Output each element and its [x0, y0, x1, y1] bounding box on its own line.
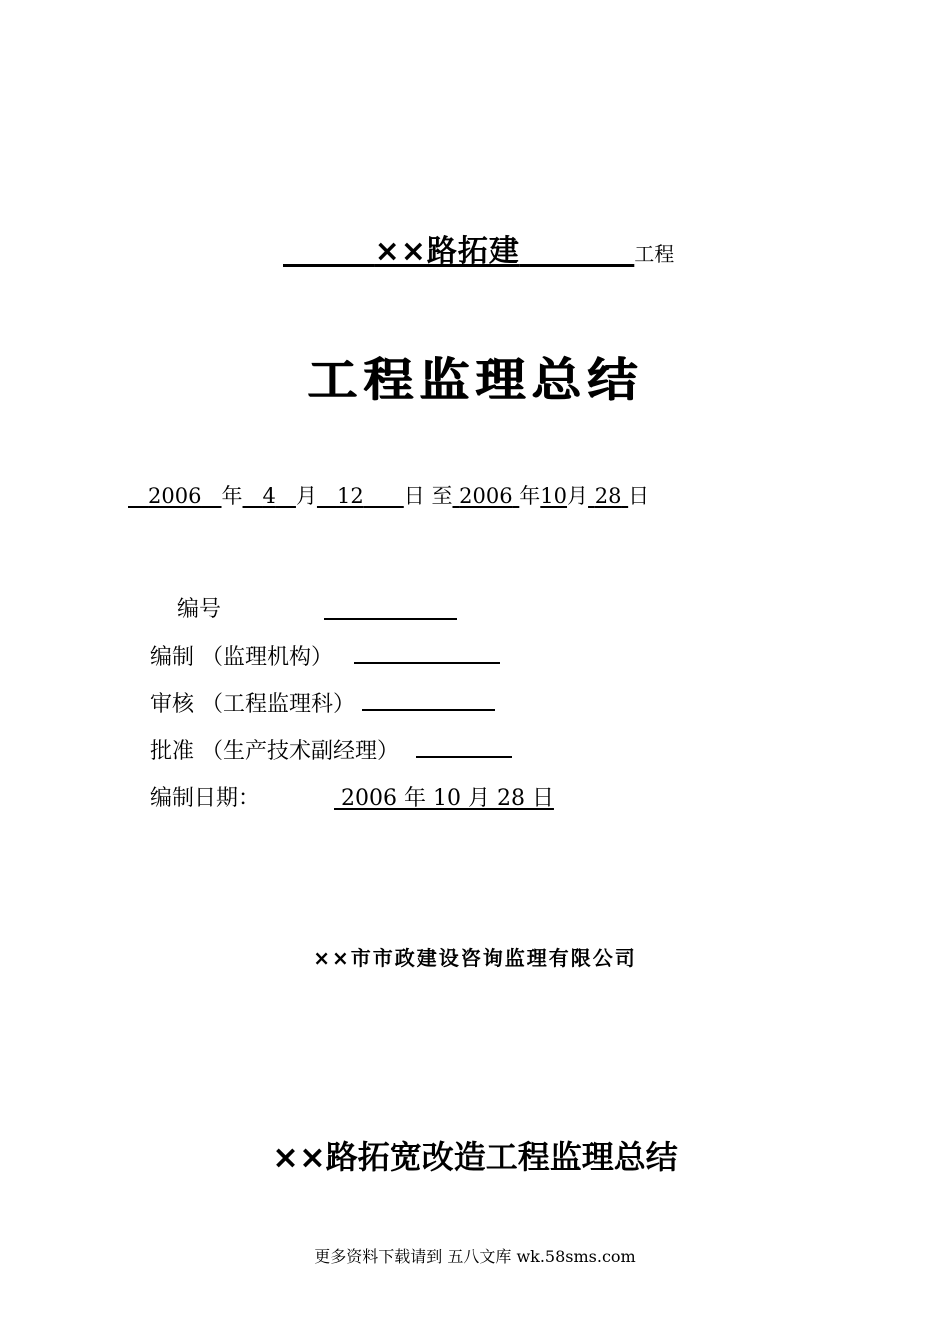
document-title: 工程监理总结	[307, 353, 643, 407]
month-char-2: 月	[567, 484, 589, 508]
compiled-blank	[354, 640, 500, 664]
day-char-2: 日	[628, 484, 650, 508]
start-year: 2006	[148, 484, 202, 508]
date-label: 编制日期：	[150, 786, 261, 811]
start-month: 4	[262, 484, 276, 508]
summary-title: ××路拓宽改造工程监理总结	[272, 1138, 678, 1176]
date-row	[150, 781, 260, 812]
year-char-2: 年	[519, 484, 541, 508]
to-char: 至	[431, 484, 453, 508]
day-char: 日	[403, 484, 425, 508]
approve-row	[150, 734, 512, 765]
end-day: 28	[594, 484, 622, 508]
month-char: 月	[295, 484, 317, 508]
compiled-row	[150, 640, 500, 671]
date-value: 2006 年 10 月 28 日	[341, 786, 554, 811]
number-label: 编号	[177, 597, 222, 622]
project-name: ××路拓建	[374, 234, 520, 269]
end-year: 2006	[459, 484, 513, 508]
footer-text: 更多资料下载请到 五八文库 wk.58sms.com	[314, 1247, 636, 1266]
date-value-wrap	[334, 781, 554, 812]
approve-blank	[416, 734, 512, 758]
compiled-label: 编制 （监理机构）	[150, 645, 333, 670]
approve-label: 批准 （生产技术副经理）	[150, 739, 399, 764]
review-label: 审核 （工程监理科）	[150, 692, 355, 717]
start-day: 12	[336, 484, 364, 508]
project-line	[283, 226, 675, 269]
review-blank	[362, 687, 495, 711]
period-line	[128, 480, 649, 510]
number-blank	[324, 596, 457, 624]
end-month: 10	[540, 484, 568, 508]
company-name: ××市市政建设咨询监理有限公司	[313, 946, 637, 970]
project-suffix: 工程	[634, 242, 675, 266]
year-char: 年	[221, 484, 243, 508]
review-row	[150, 687, 495, 718]
number-row	[177, 592, 221, 623]
